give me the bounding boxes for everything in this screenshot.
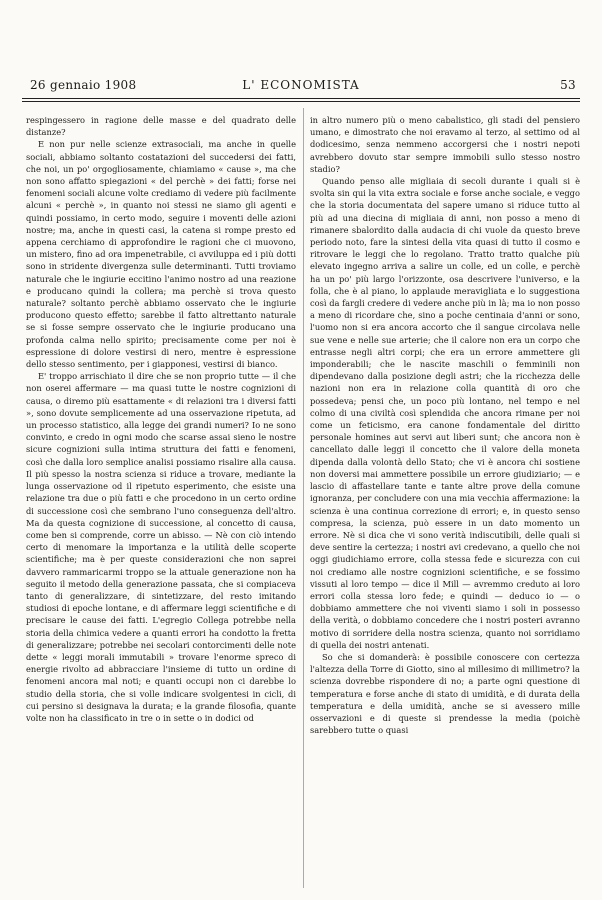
paragraph: E non pur nelle scienze extrasociali, ma anche in quelle sociali, abbiamo soltanto costatazioni del succedersi dei fatti, che noi, un po' orgogliosamente, chiamiamo « cause », ma che non sono affatto spiegazioni « del perchè » dei fatti; forse nei fenomeni sociali alcune volte crediamo di vedere più facilmente alcuni « perchè », in quanto noi stessi ne siamo gli agenti e quindi possiamo, in certo modo, seguire i moventi delle azioni nostre; ma, anche in questi casi, la catena si rompe presto ed appena cerchiamo di approfondire le ragioni che ci muovono, un mistero, fino ad ora impenetrabile, ci avviluppa ed i più dotti sono in stridente divergenza sulle determinanti. Tutti troviamo naturale che le ingiurie eccitino l'animo nostro ad una reazione e producano quindi la collera; ma perchè si trova questo naturale? soltanto perchè abbiamo osservato che le ingiurie producono questo effetto; sarebbe il fatto altrettanto naturale se si fosse sempre osservato che le ingiurie producano una profonda calma nello spirito; precisamente come per noi è espressione di dolore vestirsi di nero, mentre è espressione dello stesso sentimento, per i giapponesi, vestirsi di bianco. bbox=[26, 139, 296, 370]
header-rule bbox=[22, 98, 580, 99]
paragraph: in altro numero più o meno cabalistico, gli stadi del pensiero umano, e dimostrato che noi eravamo al terzo, al settimo od al dodicesimo, senza nemmeno accorgersi che i nostri nepoti avrebbero dovuto star sempre immobili sullo stesso nostro stadio? bbox=[310, 115, 580, 174]
journal-title: L' ECONOMISTA bbox=[242, 78, 360, 92]
column-divider bbox=[303, 108, 304, 888]
paragraph: Quando penso alle migliaia di secoli durante i quali si è svolta sin qui la vita extra sociale e forse anche sociale, e veggo che la storia documentata del sapere umano si riduce tutto al più ad una diecina di migliaia di anni, non posso a meno di rimanere sbalordito dalla audacia di chi vuole da questo breve periodo noto, fare la sintesi della vita quasi di tutto il cosmo e ritrovare le leggi che lo regolano. Tratto tratto qualche più elevato ingegno arriva a salire un colle, ed un colle, e perchè ha un po' più largo l'orizzonte, osa descrivere l'universo, e la folla, che è al piano, lo applaude meravigliata e lo suggestiona così da fargli credere di vedere anche più in là; ma io non posso a meno di ricordare che, sino a poche centinaia d'anni or sono, l'uomo non si era ancora accorto che il sangue circolava nelle sue vene e nelle sue arterie; che il calore non era un corpo che entrasse negli altri corpi; che era un errore ammettere gli imponderabili; che le nascite maschili o femminili non dipendevano dalla posizione degli astri; che la ricchezza delle nazioni non era in relazione colla quantità di oro che possedeva; pensi che, un poco più lontano, nel tempo e nel colmo di una civiltà così splendida che ancora rimane per noi come un feticismo, era canone fondamentale del diritto personale homines aut servi aut liberi sunt; che ancora non è cancellato dalle leggi il concetto che il valore della moneta dipenda dalla volontà dello Stato; che vi è ancora chi sostiene non doversi mai ammettere possibile un errore giudiziario; — e lascio di affastellare tante e tante altre prove della comune ignoranza, per concludere con una mia vecchia affermazione: la scienza è una continua correzione di errori; e, in questo senso compresa, la scienza, può essere in un dato momento un errore. Nè si dica che vi sono verità indiscutibili, delle quali si deve sentire la certezza; i nostri avi credevano, a quello che noi oggi giudichiamo errore, colla stessa fede e sicurezza con cui noi crediamo alle nostre cognizioni scientifiche, e se fossimo vissuti al loro tempo — dice il Mill — avremmo creduto ai loro errori colla stessa loro fede; e quindi — deduco io — o dobbiamo ammettere che noi viventi siamo i soli in possesso della verità, o dobbiamo concedere che i nostri posteri avranno motivo di sorridere della nostra scienza, quanto noi sorridiamo di quella dei nostri antenati. bbox=[310, 176, 580, 650]
journal-page bbox=[22, 78, 580, 888]
paragraph: E' troppo arrischiato il dire che se non proprio tutte — il che non oserei affermare — ma quasi tutte le nostre cognizioni di causa, o diremo più esattamente « di relazioni tra i diversi fatti », sono dovute semplicemente ad una osservazione ripetuta, ad un processo statistico, alla legge dei grandi numeri? Io ne sono convinto, e credo in ogni modo che scarse assai sieno le nostre sicure cognizioni sulla intima struttura dei fatti e fenomeni, così che dalla loro semplice analisi possiamo risalire alla causa. Il più spesso la nostra scienza si riduce a trovare, mediante la lunga osservazione od il ripetuto esperimento, che esiste una relazione tra due o più fatti e che procedono in un certo ordine di successione così che sembrano l'uno conseguenza dell'altro. Ma da questa cognizione di successione, al concetto di causa, come ben si comprende, corre un abisso. — Nè con ciò intendo certo di menomare la importanza e la utilità delle scoperte scientifiche; ma è per queste considerazioni che non saprei davvero rammaricarmi troppo se la attuale generazione non ha seguito il metodo della generazione passata, che si compiaceva tanto di generalizzare, di sintetizzare, del resto imitando studiosi di epoche lontane, e di affermare leggi scientifiche e di precisare le cause dei fatti. L'egregio Collega potrebbe nella storia della chimica vedere a quanti errori ha condotto la fretta di generalizzare; potrebbe nei secolari contorcimenti delle note dette « leggi morali immutabili » trovare l'enorme spreco di energie rivolto ad abbracciare l'insieme di tutto un ordine di fenomeni ancora mal noti; e quanti occupi non ci darebbe lo studio della storia, che si volle indicare svolgentesi in cicli, di cui persino si designava la durata; e la grande filosofia, quante volte non ha classificato in tre o in sette o in dodici od bbox=[26, 371, 296, 723]
left-column bbox=[26, 114, 296, 884]
running-header bbox=[22, 78, 580, 96]
right-column bbox=[310, 114, 580, 884]
page-number: 53 bbox=[560, 78, 576, 92]
header-date: 26 gennaio 1908 bbox=[30, 78, 137, 92]
header-rule-double bbox=[22, 101, 580, 102]
paragraph: So che si domanderà: è possibile conoscere con certezza l'altezza della Torre di Giotto, sino al millesimo di millimetro? la scienza dovrebbe rispondere di no; a parte ogni questione di temperatura e forse anche di stato di umidità, e di durata della temperatura e della umidità, anche se si avessero mille osservazioni e di queste si prendesse la media (poichè sarebbero tutte o quasi bbox=[310, 651, 580, 736]
paragraph: respingessero in ragione delle masse e del quadrato delle distanze? bbox=[26, 115, 296, 138]
